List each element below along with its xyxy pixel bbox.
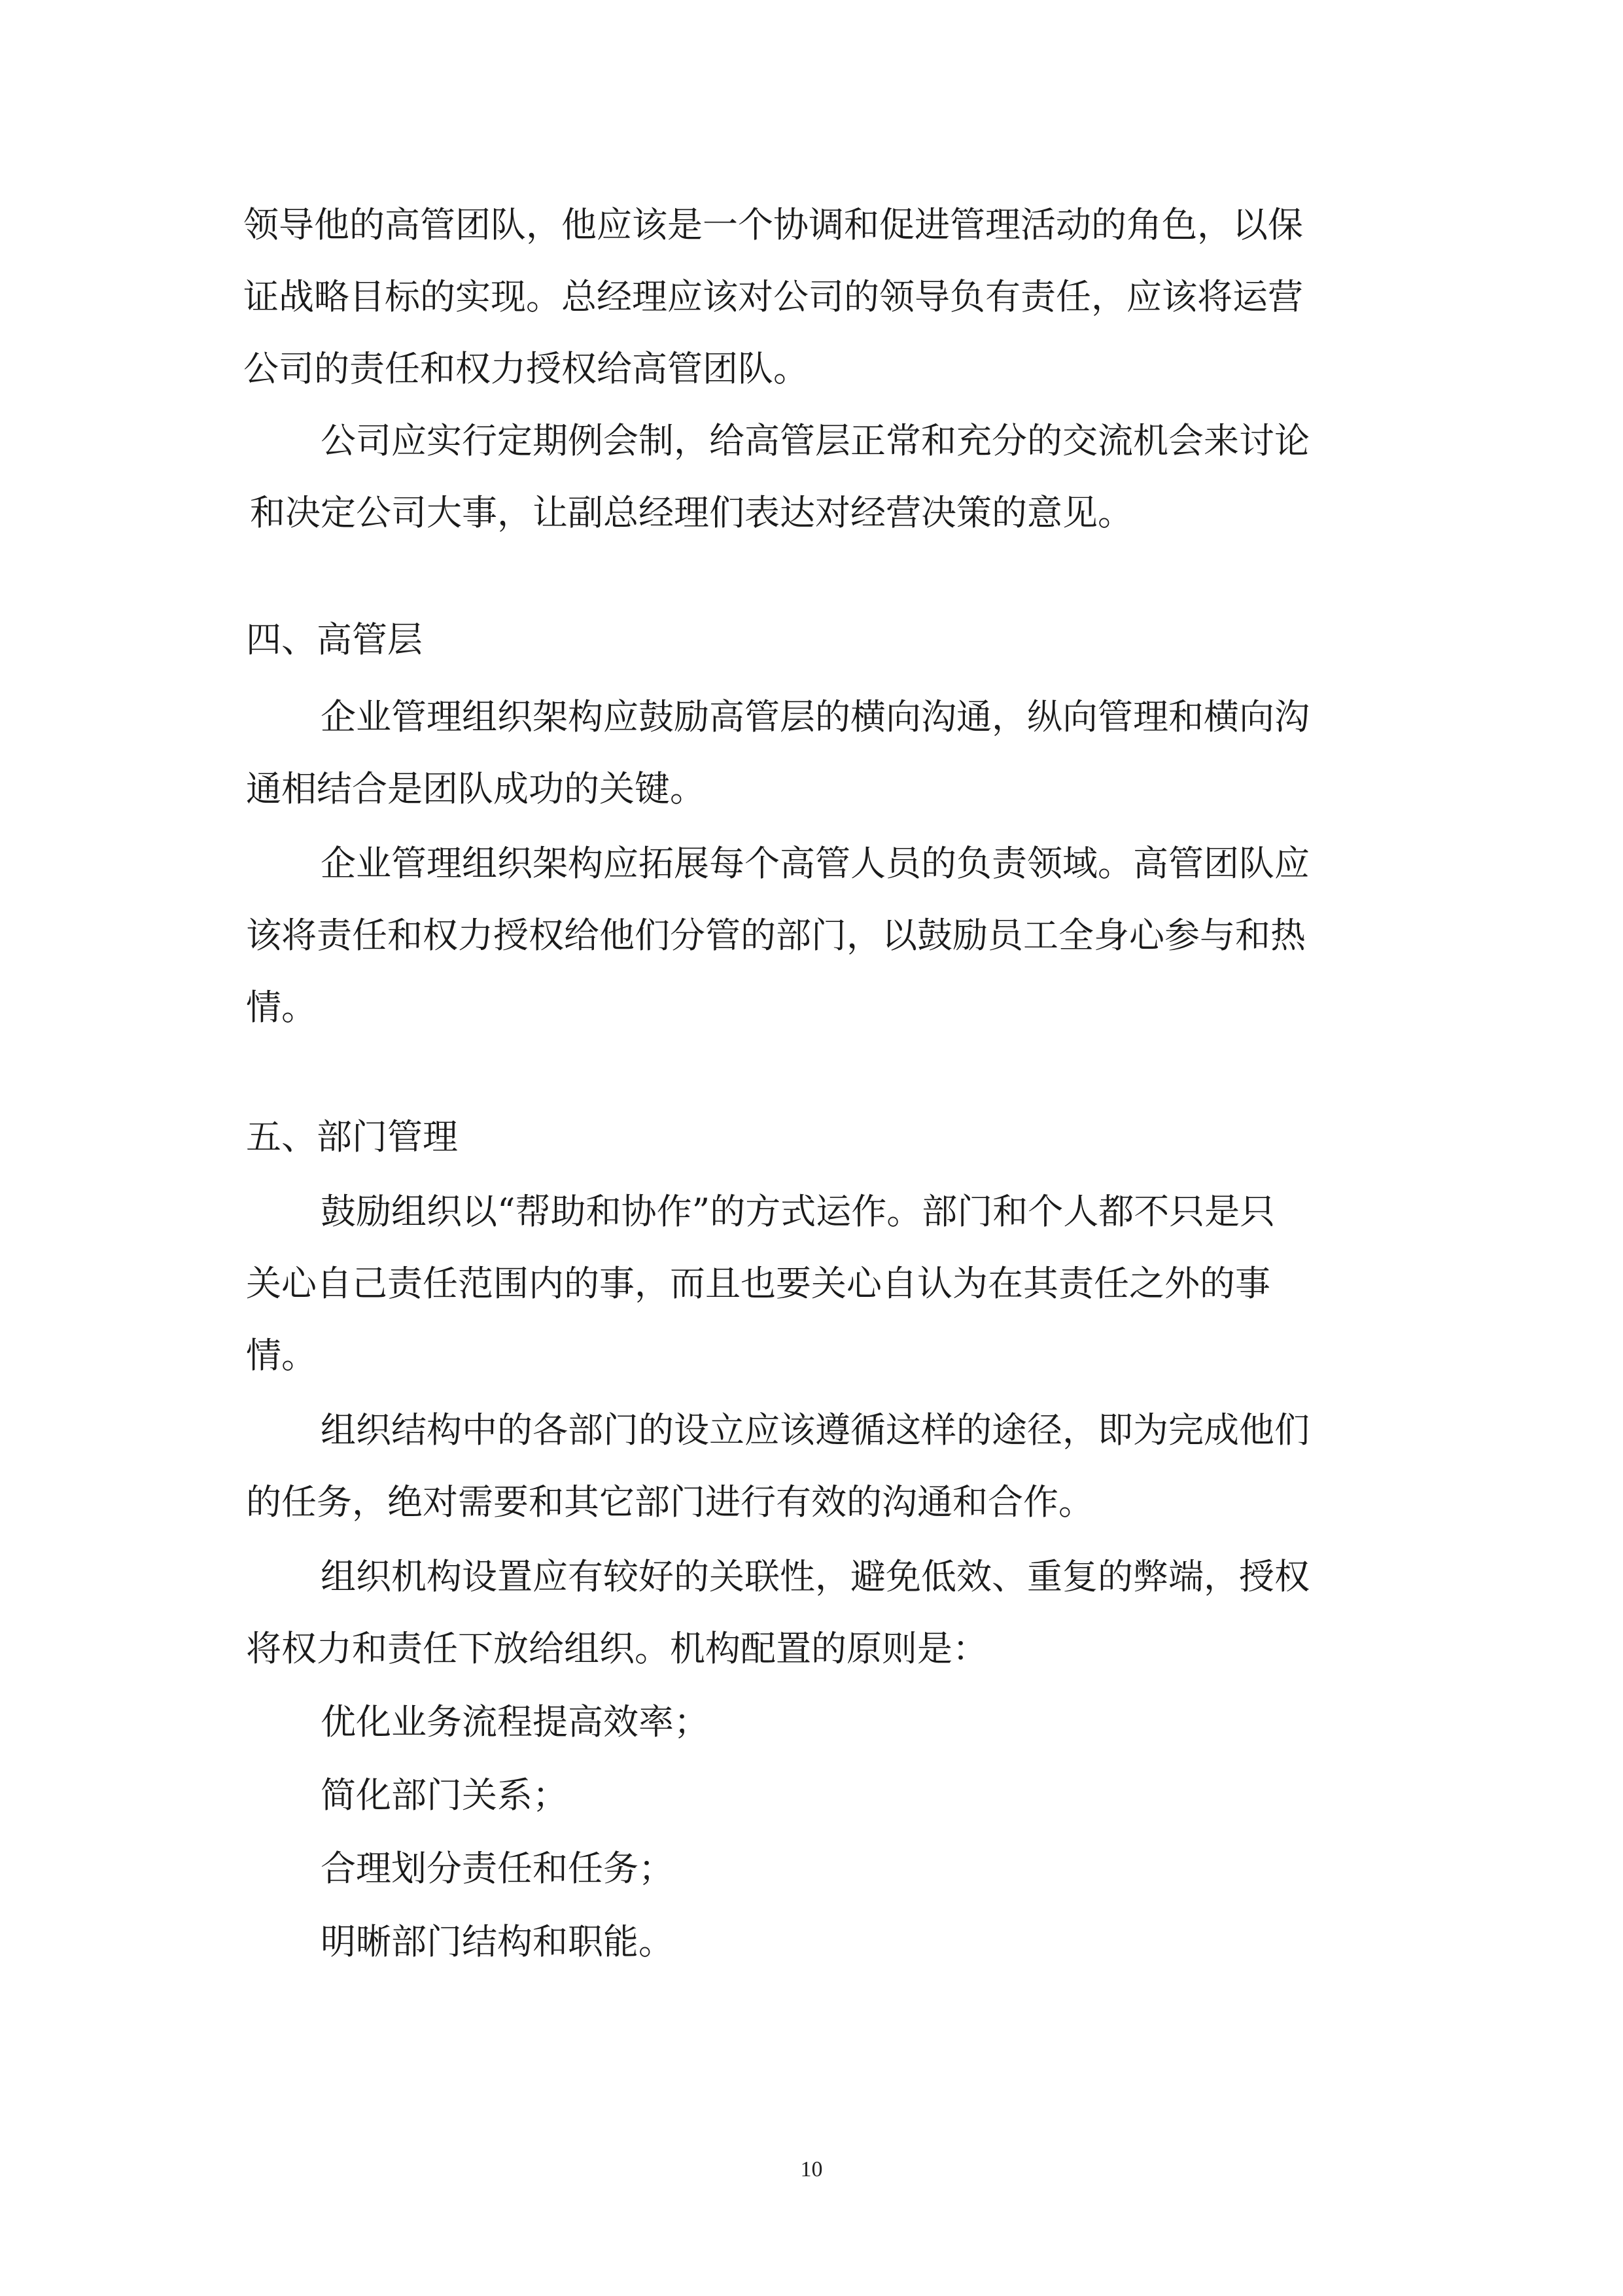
paragraph-line: 该将责任和权力授权给他们分管的部门，以鼓励员工全身心参与和热 (246, 915, 1306, 956)
paragraph-line: 公司应实行定期例会制，给高管层正常和充分的交流机会来讨论 (321, 420, 1310, 461)
paragraph-line: 情。 (246, 987, 317, 1028)
section-heading: 五、部门管理 (246, 1116, 458, 1157)
principle-item: 明晰部门结构和职能。 (321, 1921, 674, 1962)
section-heading: 四、高管层 (246, 619, 423, 660)
paragraph-line: 领导他的高管团队，他应该是一个协调和促进管理活动的角色，以保 (243, 204, 1303, 245)
paragraph-line: 鼓励组织以“帮助和协作”的方式运作。部门和个人都不只是只 (321, 1191, 1276, 1232)
paragraph-line: 和决定公司大事，让副总经理们表达对经营决策的意见。 (250, 492, 1133, 533)
paragraph-line: 组织机构设置应有较好的关联性，避免低效、重复的弊端，授权 (321, 1556, 1310, 1597)
paragraph-line: 通相结合是团队成功的关键。 (246, 768, 705, 809)
principle-item: 优化业务流程提高效率； (321, 1701, 709, 1742)
paragraph-line: 公司的责任和权力授权给高管团队。 (243, 348, 809, 389)
paragraph-line: 将权力和责任下放给组织。机构配置的原则是： (246, 1628, 988, 1669)
paragraph-line: 企业管理组织架构应鼓励高管层的横向沟通，纵向管理和横向沟 (321, 696, 1310, 737)
paragraph-line: 情。 (246, 1335, 317, 1376)
paragraph-line: 关心自己责任范围内的事，而且也要关心自认为在其责任之外的事 (246, 1263, 1270, 1304)
paragraph-line: 的任务，绝对需要和其它部门进行有效的沟通和合作。 (246, 1481, 1094, 1523)
paragraph-line: 企业管理组织架构应拓展每个高管人员的负责领域。高管团队应 (321, 843, 1310, 884)
principle-item: 合理划分责任和任务； (321, 1848, 674, 1889)
page-number: 10 (800, 2157, 823, 2181)
principle-item: 简化部门关系； (321, 1775, 568, 1816)
paragraph-line: 组织结构中的各部门的设立应该遵循这样的途径，即为完成他们 (321, 1409, 1310, 1451)
paragraph-line: 证战略目标的实现。总经理应该对公司的领导负有责任，应该将运营 (243, 276, 1303, 317)
